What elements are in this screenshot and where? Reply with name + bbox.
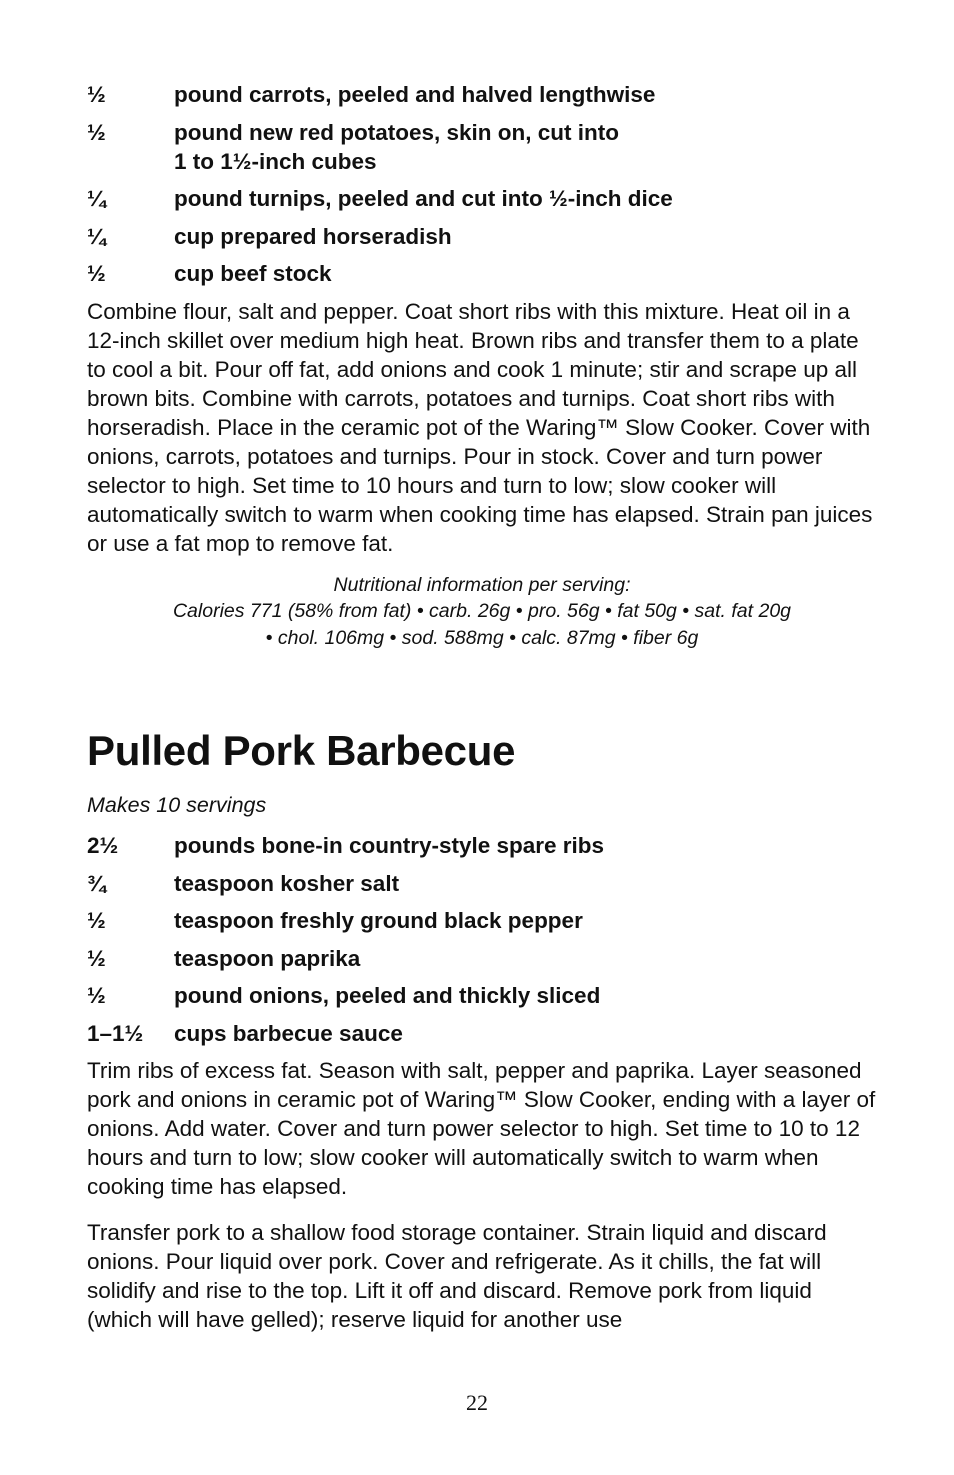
ingredient-quantity: 1–1½ <box>87 1020 144 1046</box>
ingredient-text: pound onions, peeled and thickly sliced <box>174 983 601 1008</box>
ingredient-item <box>87 259 877 288</box>
ingredient-item <box>87 222 877 251</box>
ingredient-text: pounds bone-in country-style spare ribs <box>174 833 605 858</box>
ingredient-quantity: ½ <box>87 908 106 933</box>
ingredient-quantity: 2½ <box>87 833 119 858</box>
ingredient-quantity: ½ <box>87 945 106 971</box>
ingredient-text: teaspoon freshly ground black pepper <box>174 908 583 933</box>
ingredient-quantity: ½ <box>87 983 106 1008</box>
ingredient-text <box>174 118 877 176</box>
ingredient-quantity: ¾ <box>87 870 106 896</box>
ingredient-item <box>87 981 877 1010</box>
ingredient-item <box>87 944 877 973</box>
ingredient-item <box>87 1019 877 1048</box>
ingredient-text: pound carrots, peeled and halved lengthwise <box>174 82 656 107</box>
ingredient-text-line: 1 to 1½-inch cubes <box>174 148 377 174</box>
ingredient-quantity: ½ <box>87 261 106 286</box>
nutrition-info <box>87 572 877 652</box>
ingredient-list <box>87 831 877 1048</box>
document-page <box>87 80 877 1348</box>
ingredient-item <box>87 80 877 109</box>
recipe-instructions: Trim ribs of excess fat. Season with salt, pepper and paprika. Layer seasoned pork and onions in ceramic pot of Waring™ Slow Cooker, ending with a layer of onions. Add water. Cover and turn power selector to high. Set time to 10 to 12 hours and turn to low; slow cooker will automatically switch to warm when cooking time has elapsed. <box>87 1058 876 1199</box>
servings-note: Makes 10 servings <box>87 793 267 817</box>
ingredient-quantity: ½ <box>87 119 106 145</box>
ingredient-list <box>87 80 877 288</box>
recipe-title: Pulled Pork Barbecue <box>87 727 516 774</box>
ingredient-item <box>87 869 877 898</box>
ingredient-item <box>87 118 877 176</box>
recipe-instructions: Transfer pork to a shallow food storage container. Strain liquid and discard onions. Pour liquid over pork. Cover and refrigerate. As it chills, the fat will solidify and rise to the top. Lift it off and discard. Remove pork from liquid (which will have gelled); reserve liquid for another use <box>87 1220 827 1332</box>
recipe-instructions: Combine flour, salt and pepper. Coat short ribs with this mixture. Heat oil in a 12-inch skillet over medium high heat. Brown ribs and transfer them to a plate to cool a bit. Pour off fat, add onions and cook 1 minute; stir and scrape up all brown bits. Combine with carrots, potatoes and turnips. Coat short ribs with horseradish. Place in the ceramic pot of the Waring™ Slow Cooker. Cover with onions, carrots, potatoes and turnips. Pour in stock. Cover and turn power selector to high. Set time to 10 hours and turn to low; slow cooker will automatically switch to warm when cooking time has elapsed. Strain pan juices or use a fat mop to remove fat. <box>87 298 873 556</box>
ingredient-item <box>87 184 877 213</box>
ingredient-quantity: ½ <box>87 82 106 107</box>
ingredient-text: cups barbecue sauce <box>174 1020 403 1046</box>
ingredient-item <box>87 906 877 935</box>
ingredient-text: teaspoon kosher salt <box>174 870 400 896</box>
ingredient-text: cup beef stock <box>174 261 332 286</box>
ingredient-item <box>87 831 877 860</box>
nutrition-line: Calories 771 (58% from fat) • carb. 26g • pro. 56g • fat 50g • sat. fat 20g <box>172 600 792 622</box>
ingredient-text: pound turnips, peeled and cut into ½-inch dice <box>174 186 673 211</box>
nutrition-line: • chol. 106mg • sod. 588mg • calc. 87mg • fiber 6g <box>265 626 699 649</box>
page-number: 22 <box>466 1390 488 1415</box>
ingredient-text: cup prepared horseradish <box>174 223 452 249</box>
ingredient-quantity: ¼ <box>87 186 106 211</box>
ingredient-text: teaspoon paprika <box>174 945 361 971</box>
ingredient-text-line: pound new red potatoes, skin on, cut into <box>174 119 620 145</box>
ingredient-quantity: ¼ <box>87 223 106 249</box>
nutrition-heading: Nutritional information per serving: <box>333 573 631 596</box>
